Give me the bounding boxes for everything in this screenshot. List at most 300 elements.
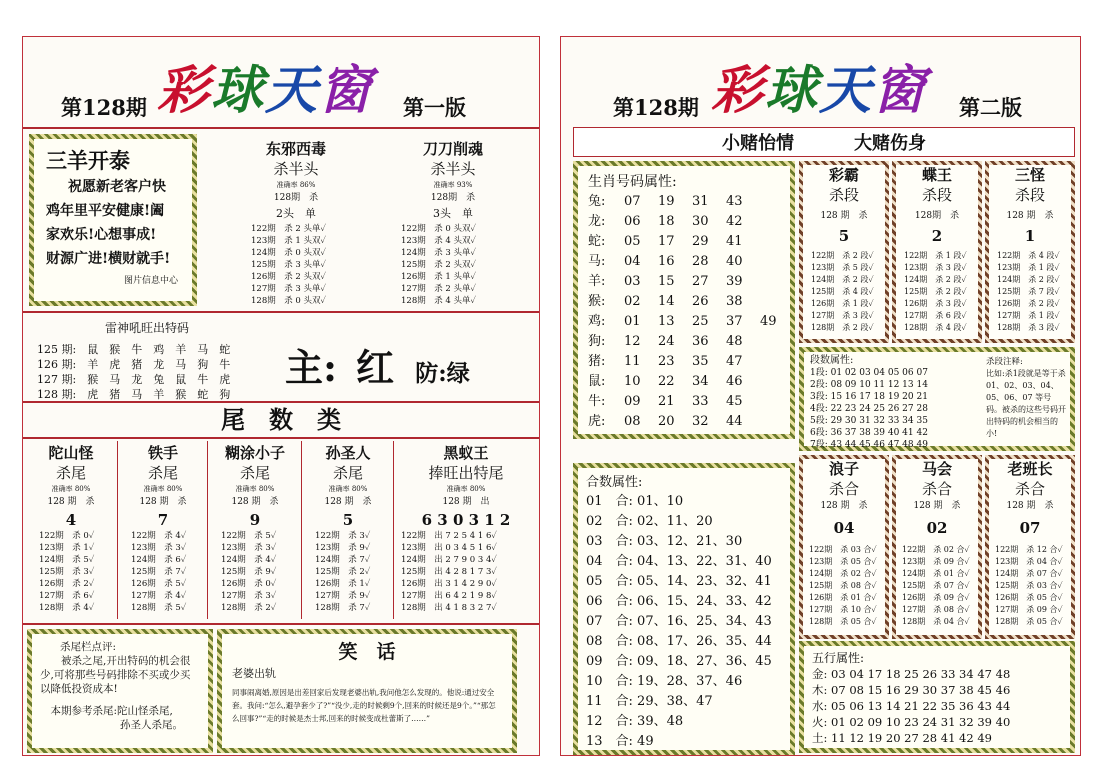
divider	[23, 401, 539, 403]
zodiac-name: 鼠:	[588, 374, 606, 389]
history-row: 127期 杀 09 合✓	[995, 605, 1063, 614]
history-row: 122期 杀 3✓	[315, 531, 371, 541]
joke-title: 笑 话	[338, 641, 396, 663]
history-row: 126期 杀 2 头双✓	[251, 272, 327, 282]
zodiac-number: 37	[726, 314, 743, 329]
column-subtitle: 杀合	[921, 480, 952, 498]
divider	[23, 127, 539, 129]
column-title: 老班长	[1007, 460, 1053, 478]
zodiac-number: 12	[624, 334, 641, 349]
zodiac-number: 11	[624, 354, 641, 369]
zodiac-number: 13	[658, 314, 675, 329]
history-row: 122期 杀 4✓	[131, 531, 187, 541]
tail-column	[395, 443, 537, 614]
history-row: 124期 杀 2 段✓	[811, 275, 874, 284]
zodiac-number: 44	[726, 414, 743, 429]
history-row: 123期 杀 1✓	[39, 543, 95, 553]
column-title: 马会	[921, 460, 952, 478]
duan-box	[799, 347, 1075, 451]
column-subtitle: 杀半头	[430, 160, 476, 178]
comment-title: 杀尾栏点评:	[60, 641, 117, 653]
history-row: 128期 杀 2✓	[221, 603, 277, 613]
logo-char: 球	[765, 60, 820, 121]
divider	[23, 623, 539, 625]
zodiac-row	[588, 372, 780, 392]
history-row: 126期 杀 01 合✓	[809, 593, 877, 602]
right-page	[560, 36, 1081, 756]
column-subtitle: 杀尾	[332, 464, 363, 482]
he-column	[892, 455, 982, 639]
history-row: 123期 杀 9✓	[315, 543, 371, 553]
history-row: 123期 杀 3✓	[131, 543, 187, 553]
logo-char: 球	[211, 60, 266, 121]
history-row: 128期 杀 2 段✓	[811, 323, 874, 332]
left-logo	[157, 60, 374, 121]
column-subtitle: 杀合	[1014, 480, 1045, 498]
column-title: 铁手	[147, 444, 178, 462]
column-subtitle: 杀段	[921, 186, 952, 204]
prediction-value: 2头 单	[276, 207, 316, 220]
zodiac-number: 32	[692, 414, 709, 429]
history-row: 124期 杀 0 头双✓	[251, 248, 327, 258]
zodiac-number: 04	[624, 254, 641, 269]
issue-label: 128期 杀	[273, 193, 319, 203]
divider	[23, 437, 539, 439]
history-rows	[209, 530, 301, 614]
duan-list	[810, 355, 982, 451]
duan-row: 7段: 43 44 45 46 47 48 49	[810, 440, 928, 450]
comment-ref	[40, 704, 200, 718]
history-row: 122期 杀 0 头双✓	[401, 224, 477, 234]
zodiac-number: 45	[726, 394, 743, 409]
accuracy: 准确率 80%	[143, 485, 183, 493]
history-row: 124期 出 2 7 9 0 3 4✓	[401, 555, 497, 565]
zodiac-row	[588, 232, 780, 252]
column-subtitle: 杀尾	[55, 464, 86, 482]
history-row: 127期 杀 3 段✓	[811, 311, 874, 320]
zodiac-number: 08	[624, 414, 641, 429]
zodiac-number: 23	[658, 354, 675, 369]
heshu-row: 07 合: 07、16、25、34、43	[586, 614, 772, 629]
history-rows	[27, 530, 115, 614]
leishen-row	[37, 372, 257, 387]
zodiac-rows	[588, 192, 780, 432]
history-row: 126期 杀 5✓	[131, 579, 187, 589]
logo-char: 天	[265, 60, 320, 121]
zodiac-number: 09	[624, 394, 641, 409]
joke-subtitle: 老婆出轨	[232, 667, 276, 680]
history-row: 128期 杀 4✓	[39, 603, 95, 613]
dongxie-column	[231, 139, 361, 307]
tail-column	[303, 443, 393, 614]
zodiac-number: 27	[692, 274, 709, 289]
divider	[23, 311, 539, 313]
heshu-row: 04 合: 04、13、22、31、40	[586, 554, 772, 569]
right-edition: 第二版	[959, 95, 1022, 120]
heshu-row: 12 合: 39、48	[586, 714, 684, 729]
history-rows	[896, 544, 978, 628]
history-row: 126期 杀 05 合✓	[995, 593, 1063, 602]
wuxing-row: 木: 07 08 15 16 29 30 37 38 45 46	[812, 683, 1011, 697]
comment-ref-2: 孙圣人杀尾。	[120, 719, 183, 731]
duan-note-body: 比如:杀1段就是等于杀01、02、03、04、05、06、07 等号码。被杀的这些号码开出特码的机会相当的小!	[986, 369, 1066, 438]
segs-section	[799, 161, 1075, 343]
history-row: 125期 杀 7 段✓	[997, 287, 1060, 296]
column-title: 浪子	[828, 460, 859, 478]
zodiac-number: 33	[692, 394, 709, 409]
comment-ref-1: 陀山怪杀尾,	[117, 705, 173, 717]
wuxing-title: 五行属性:	[812, 651, 865, 665]
logo-char: 窗	[873, 60, 928, 121]
history-row: 126期 出 3 1 4 2 9 0✓	[401, 579, 497, 589]
duan-row: 6段: 36 37 38 39 40 41 42	[810, 428, 928, 438]
zodiac-number: 10	[624, 374, 641, 389]
column-title: 三怪	[1014, 166, 1045, 184]
history-row: 124期 杀 2 段✓	[997, 275, 1060, 284]
banner	[573, 127, 1075, 157]
history-row: 123期 杀 3✓	[221, 543, 277, 553]
zodiac-box	[573, 161, 795, 439]
issue-label: 128 期 杀	[820, 501, 868, 511]
column-title: 刀刀削魂	[422, 140, 483, 158]
logo-char: 窗	[319, 60, 374, 121]
history-row: 125期 杀 08 合✓	[809, 581, 877, 590]
history-row: 126期 杀 1 头单✓	[401, 272, 477, 282]
greeting-line: 财源广进!横财就手!	[46, 251, 171, 267]
history-row: 124期 杀 02 合✓	[809, 569, 877, 578]
leishen-rows	[37, 342, 257, 402]
heshu-row: 09 合: 09、18、27、36、45	[586, 654, 772, 669]
zodiac-row	[588, 312, 780, 332]
column-title: 东邪西毒	[265, 140, 326, 158]
zodiac-number: 19	[658, 194, 675, 209]
column-subtitle: 杀尾	[147, 464, 178, 482]
history-rows	[803, 250, 885, 334]
zodiac-name: 羊:	[588, 274, 606, 289]
column-subtitle: 捧旺出特尾	[428, 464, 504, 482]
zodiac-row	[588, 212, 780, 232]
zodiac-row	[588, 332, 780, 352]
history-row: 128期 杀 0 头双✓	[251, 296, 327, 306]
history-row: 128期 出 4 1 8 3 2 7✓	[401, 603, 497, 613]
column-title: 蝶王	[921, 166, 952, 184]
greeting-title: 三羊开泰	[46, 148, 130, 173]
history-rows	[989, 544, 1071, 628]
history-rows	[989, 250, 1071, 334]
history-row: 123期 杀 05 合✓	[809, 557, 877, 566]
history-rows	[119, 530, 207, 614]
prediction-value: 07	[1019, 519, 1041, 537]
zodiac-number: 38	[726, 294, 743, 309]
history-row: 128期 杀 05 合✓	[809, 617, 877, 626]
duan-row: 1段: 01 02 03 04 05 06 07	[810, 368, 928, 378]
zodiac-number: 14	[658, 294, 675, 309]
duan-note-title: 杀段注释:	[986, 357, 1023, 367]
zodiac-number: 05	[624, 234, 641, 249]
history-row: 123期 出 0 3 4 5 1 6✓	[401, 543, 497, 553]
greeting-line: 鸡年里平安健康!阖	[46, 203, 165, 219]
divider	[117, 441, 118, 619]
right-issue: 第128期	[613, 95, 699, 120]
zodiac-number: 18	[658, 214, 675, 229]
prediction-value: 04	[833, 519, 855, 537]
history-row: 124期 杀 2 段✓	[904, 275, 967, 284]
column-title: 糊涂小子	[224, 444, 285, 462]
accuracy: 准确率 80%	[235, 485, 275, 493]
seg-column	[985, 161, 1075, 343]
zhu-label: 主:	[285, 345, 338, 390]
history-row: 125期 杀 7✓	[131, 567, 187, 577]
seg-column	[799, 161, 889, 343]
zodiac-number: 06	[624, 214, 641, 229]
issue-label: 128 期 杀	[324, 497, 372, 507]
he-column	[799, 455, 889, 639]
duan-note	[986, 356, 1066, 440]
heshu-row: 10 合: 19、28、37、46	[586, 674, 743, 689]
history-rows	[803, 544, 885, 628]
history-row: 124期 杀 3 头单✓	[401, 248, 477, 258]
leishen-items: 虎 猪 马 羊 猴 蛇 狗	[87, 388, 231, 401]
heshu-row: 05 合: 05、14、23、32、41	[586, 574, 772, 589]
history-row: 126期 杀 3 段✓	[904, 299, 967, 308]
prediction-value: 4	[65, 511, 77, 529]
fang-label: 防:	[415, 360, 447, 387]
greeting-lines	[46, 175, 186, 271]
zodiac-name: 龙:	[588, 214, 606, 229]
leishen-section	[37, 318, 257, 402]
history-row: 122期 杀 0✓	[39, 531, 95, 541]
column-subtitle: 杀合	[828, 480, 859, 498]
history-row: 123期 杀 1 头双✓	[251, 236, 327, 246]
history-row: 122期 杀 03 合✓	[809, 545, 877, 554]
history-row: 128期 杀 5✓	[131, 603, 187, 613]
zodiac-name: 鸡:	[588, 314, 606, 329]
column-subtitle: 杀尾	[239, 464, 270, 482]
history-row: 125期 杀 9✓	[221, 567, 277, 577]
zodiac-number: 36	[692, 334, 709, 349]
history-row: 122期 杀 5✓	[221, 531, 277, 541]
weishu-title: 尾 数 类	[221, 405, 341, 434]
column-subtitle: 杀半头	[273, 160, 319, 178]
zodiac-number: 48	[726, 334, 743, 349]
history-rows	[231, 223, 361, 307]
history-row: 122期 杀 2 头单✓	[251, 224, 327, 234]
history-row: 123期 杀 4 头双✓	[401, 236, 477, 246]
history-row: 123期 杀 5 段✓	[811, 263, 874, 272]
history-row: 123期 杀 1 段✓	[997, 263, 1060, 272]
history-row: 126期 杀 2✓	[39, 579, 95, 589]
zodiac-number: 41	[726, 234, 743, 249]
accuracy: 准确率 93%	[433, 181, 473, 189]
history-row: 127期 杀 3 头单✓	[251, 284, 327, 294]
leishen-row	[37, 357, 257, 372]
history-row: 122期 杀 02 合✓	[902, 545, 970, 554]
leishen-items: 鼠 猴 牛 鸡 羊 马 蛇	[87, 343, 231, 356]
comment-body: 被杀之尾,开出特码的机会很少,可将那些号码排除不买或少买以降低投资成本!	[40, 655, 191, 695]
zodiac-number: 43	[726, 194, 743, 209]
issue-label: 128期 杀	[430, 193, 476, 203]
zodiac-row	[588, 352, 780, 372]
zodiac-number: 21	[658, 394, 675, 409]
accuracy: 准确率 80%	[446, 485, 486, 493]
zodiac-number: 02	[624, 294, 641, 309]
duan-row: 2段: 08 09 10 11 12 13 14	[810, 380, 928, 390]
prediction-value: 7	[157, 511, 169, 529]
accuracy: 准确率 80%	[328, 485, 368, 493]
leishen-issue: 125 期:	[37, 343, 77, 356]
logo-char: 天	[819, 60, 874, 121]
comment-box	[27, 629, 213, 753]
zodiac-number: 01	[624, 314, 641, 329]
column-subtitle: 杀段	[1014, 186, 1045, 204]
zodiac-name: 蛇:	[588, 234, 606, 249]
logo-char: 彩	[157, 60, 212, 121]
seg-column	[892, 161, 982, 343]
issue-label: 128期 杀	[914, 211, 960, 221]
history-row: 124期 杀 6✓	[131, 555, 187, 565]
zodiac-number: 03	[624, 274, 641, 289]
greeting-box	[29, 134, 197, 306]
history-row: 124期 杀 7✓	[315, 555, 371, 565]
heshu-row: 01 合: 01、10	[586, 494, 684, 509]
wuxing-row: 金: 03 04 17 18 25 26 33 34 47 48	[812, 667, 1011, 681]
history-row: 128期 杀 05 合✓	[995, 617, 1063, 626]
zodiac-number: 31	[692, 194, 709, 209]
prediction-value: 02	[926, 519, 948, 537]
issue-label: 128 期 杀	[231, 497, 279, 507]
leishen-issue: 127 期:	[37, 373, 77, 386]
zodiac-number: 07	[624, 194, 641, 209]
history-row: 126期 杀 2 段✓	[997, 299, 1060, 308]
zodiac-number: 34	[692, 374, 709, 389]
duan-row: 3段: 15 16 17 18 19 20 21	[810, 392, 928, 402]
comment-ref-label: 本期参考杀尾:	[50, 705, 118, 717]
zodiac-number: 15	[658, 274, 675, 289]
column-title: 陀山怪	[48, 444, 94, 462]
divider	[393, 441, 394, 619]
history-row: 122期 杀 2 段✓	[811, 251, 874, 260]
left-edition: 第一版	[403, 95, 466, 120]
left-page	[22, 36, 540, 756]
prediction-value: 2	[931, 227, 943, 245]
zodiac-row	[588, 192, 780, 212]
banner-right: 大赌伤身	[854, 133, 926, 154]
heshu-row: 02 合: 02、11、20	[586, 514, 713, 529]
history-rows	[303, 530, 393, 614]
history-row: 122期 杀 4 段✓	[997, 251, 1060, 260]
heshu-box	[573, 463, 795, 755]
history-row: 128期 杀 4 段✓	[904, 323, 967, 332]
column-subtitle: 杀段	[828, 186, 859, 204]
history-row: 125期 杀 07 合✓	[902, 581, 970, 590]
fang-value: 绿	[446, 360, 470, 387]
zodiac-number: 47	[726, 354, 743, 369]
zodiac-name: 马:	[588, 254, 606, 269]
wuxing-row: 水: 05 06 13 14 21 22 35 36 43 44	[812, 699, 1011, 713]
joke-body: 同事闹离婚,原因是出差回家后发现老婆出轨,我问他怎么发现的。他说:通过安全套。我问:“怎么,避孕套少了?”“没少,走的时候剩9个,回来的时候还是9个。”“那怎么回事?”“走的时候是杰士邦,回来的时候变成杜蕾斯了……”	[232, 688, 496, 723]
history-row: 128期 杀 4 头单✓	[401, 296, 477, 306]
history-row: 127期 出 6 4 2 1 9 8✓	[401, 591, 497, 601]
zodiac-name: 兔:	[588, 194, 606, 209]
zodiac-number: 26	[692, 294, 709, 309]
zodiac-number: 22	[658, 374, 675, 389]
prediction-value: 6 3 0 3 1 2	[421, 511, 511, 529]
greeting-footer: 图片信息中心	[123, 276, 178, 286]
zodiac-number: 29	[692, 234, 709, 249]
zodiac-number: 20	[658, 414, 675, 429]
column-title: 孙圣人	[325, 444, 371, 462]
history-row: 125期 杀 03 合✓	[995, 581, 1063, 590]
zodiac-number: 40	[726, 254, 743, 269]
color-prediction	[285, 337, 470, 392]
tail-column	[209, 443, 301, 614]
history-row: 127期 杀 08 合✓	[902, 605, 970, 614]
leishen-row	[37, 342, 257, 357]
history-row: 127期 杀 6 段✓	[904, 311, 967, 320]
history-row: 124期 杀 5✓	[39, 555, 95, 565]
zhu-value: 红	[356, 345, 395, 390]
leishen-items: 猴 马 龙 兔 鼠 牛 虎	[87, 373, 231, 386]
history-row: 122期 杀 12 合✓	[995, 545, 1063, 554]
history-row: 123期 杀 3 段✓	[904, 263, 967, 272]
prediction-value: 1	[1024, 227, 1036, 245]
zodiac-name: 猪:	[588, 354, 606, 369]
issue-label: 128 期 杀	[1006, 211, 1054, 221]
accuracy: 准确率 80%	[51, 485, 91, 493]
heshu-title: 合数属性:	[586, 475, 643, 490]
history-row: 126期 杀 0✓	[221, 579, 277, 589]
prediction-value: 5	[838, 227, 850, 245]
he-column	[985, 455, 1075, 639]
history-row: 125期 杀 3 头单✓	[251, 260, 327, 270]
duan-title: 段数属性:	[810, 355, 854, 366]
zodiac-number: 28	[692, 254, 709, 269]
history-row: 127期 杀 10 合✓	[809, 605, 877, 614]
zodiac-name: 虎:	[588, 414, 606, 429]
history-row: 127期 杀 3✓	[221, 591, 277, 601]
issue-label: 128 期 杀	[820, 211, 868, 221]
zodiac-number: 35	[692, 354, 709, 369]
zodiac-number: 17	[658, 234, 675, 249]
history-row: 128期 杀 04 合✓	[902, 617, 970, 626]
history-row: 123期 杀 09 合✓	[902, 557, 970, 566]
heshu-row: 06 合: 06、15、24、33、42	[586, 594, 772, 609]
history-row: 124期 杀 07 合✓	[995, 569, 1063, 578]
tail-column	[119, 443, 207, 614]
duan-row: 4段: 22 23 24 25 26 27 28	[810, 404, 928, 414]
history-row: 125期 杀 2 头双✓	[401, 260, 477, 270]
tail-column	[27, 443, 115, 614]
greeting-line: 祝愿新老客户快	[68, 179, 166, 195]
zodiac-name: 狗:	[588, 334, 606, 349]
history-row: 125期 杀 4 段✓	[811, 287, 874, 296]
leishen-row	[37, 387, 257, 402]
issue-label: 128 期 杀	[47, 497, 95, 507]
divider	[207, 441, 208, 619]
daodao-column	[383, 139, 523, 307]
history-row: 127期 杀 9✓	[315, 591, 371, 601]
heshu-row: 13 合: 49	[586, 734, 654, 749]
wuxing-row: 火: 01 02 09 10 23 24 31 32 39 40	[812, 715, 1011, 729]
history-row: 124期 杀 01 合✓	[902, 569, 970, 578]
history-row: 128期 杀 7✓	[315, 603, 371, 613]
prediction-value: 9	[249, 511, 261, 529]
zodiac-row	[588, 292, 780, 312]
left-issue: 第128期	[61, 95, 147, 120]
zodiac-number: 39	[726, 274, 743, 289]
history-row: 127期 杀 6✓	[39, 591, 95, 601]
wuxing-box	[799, 641, 1075, 753]
